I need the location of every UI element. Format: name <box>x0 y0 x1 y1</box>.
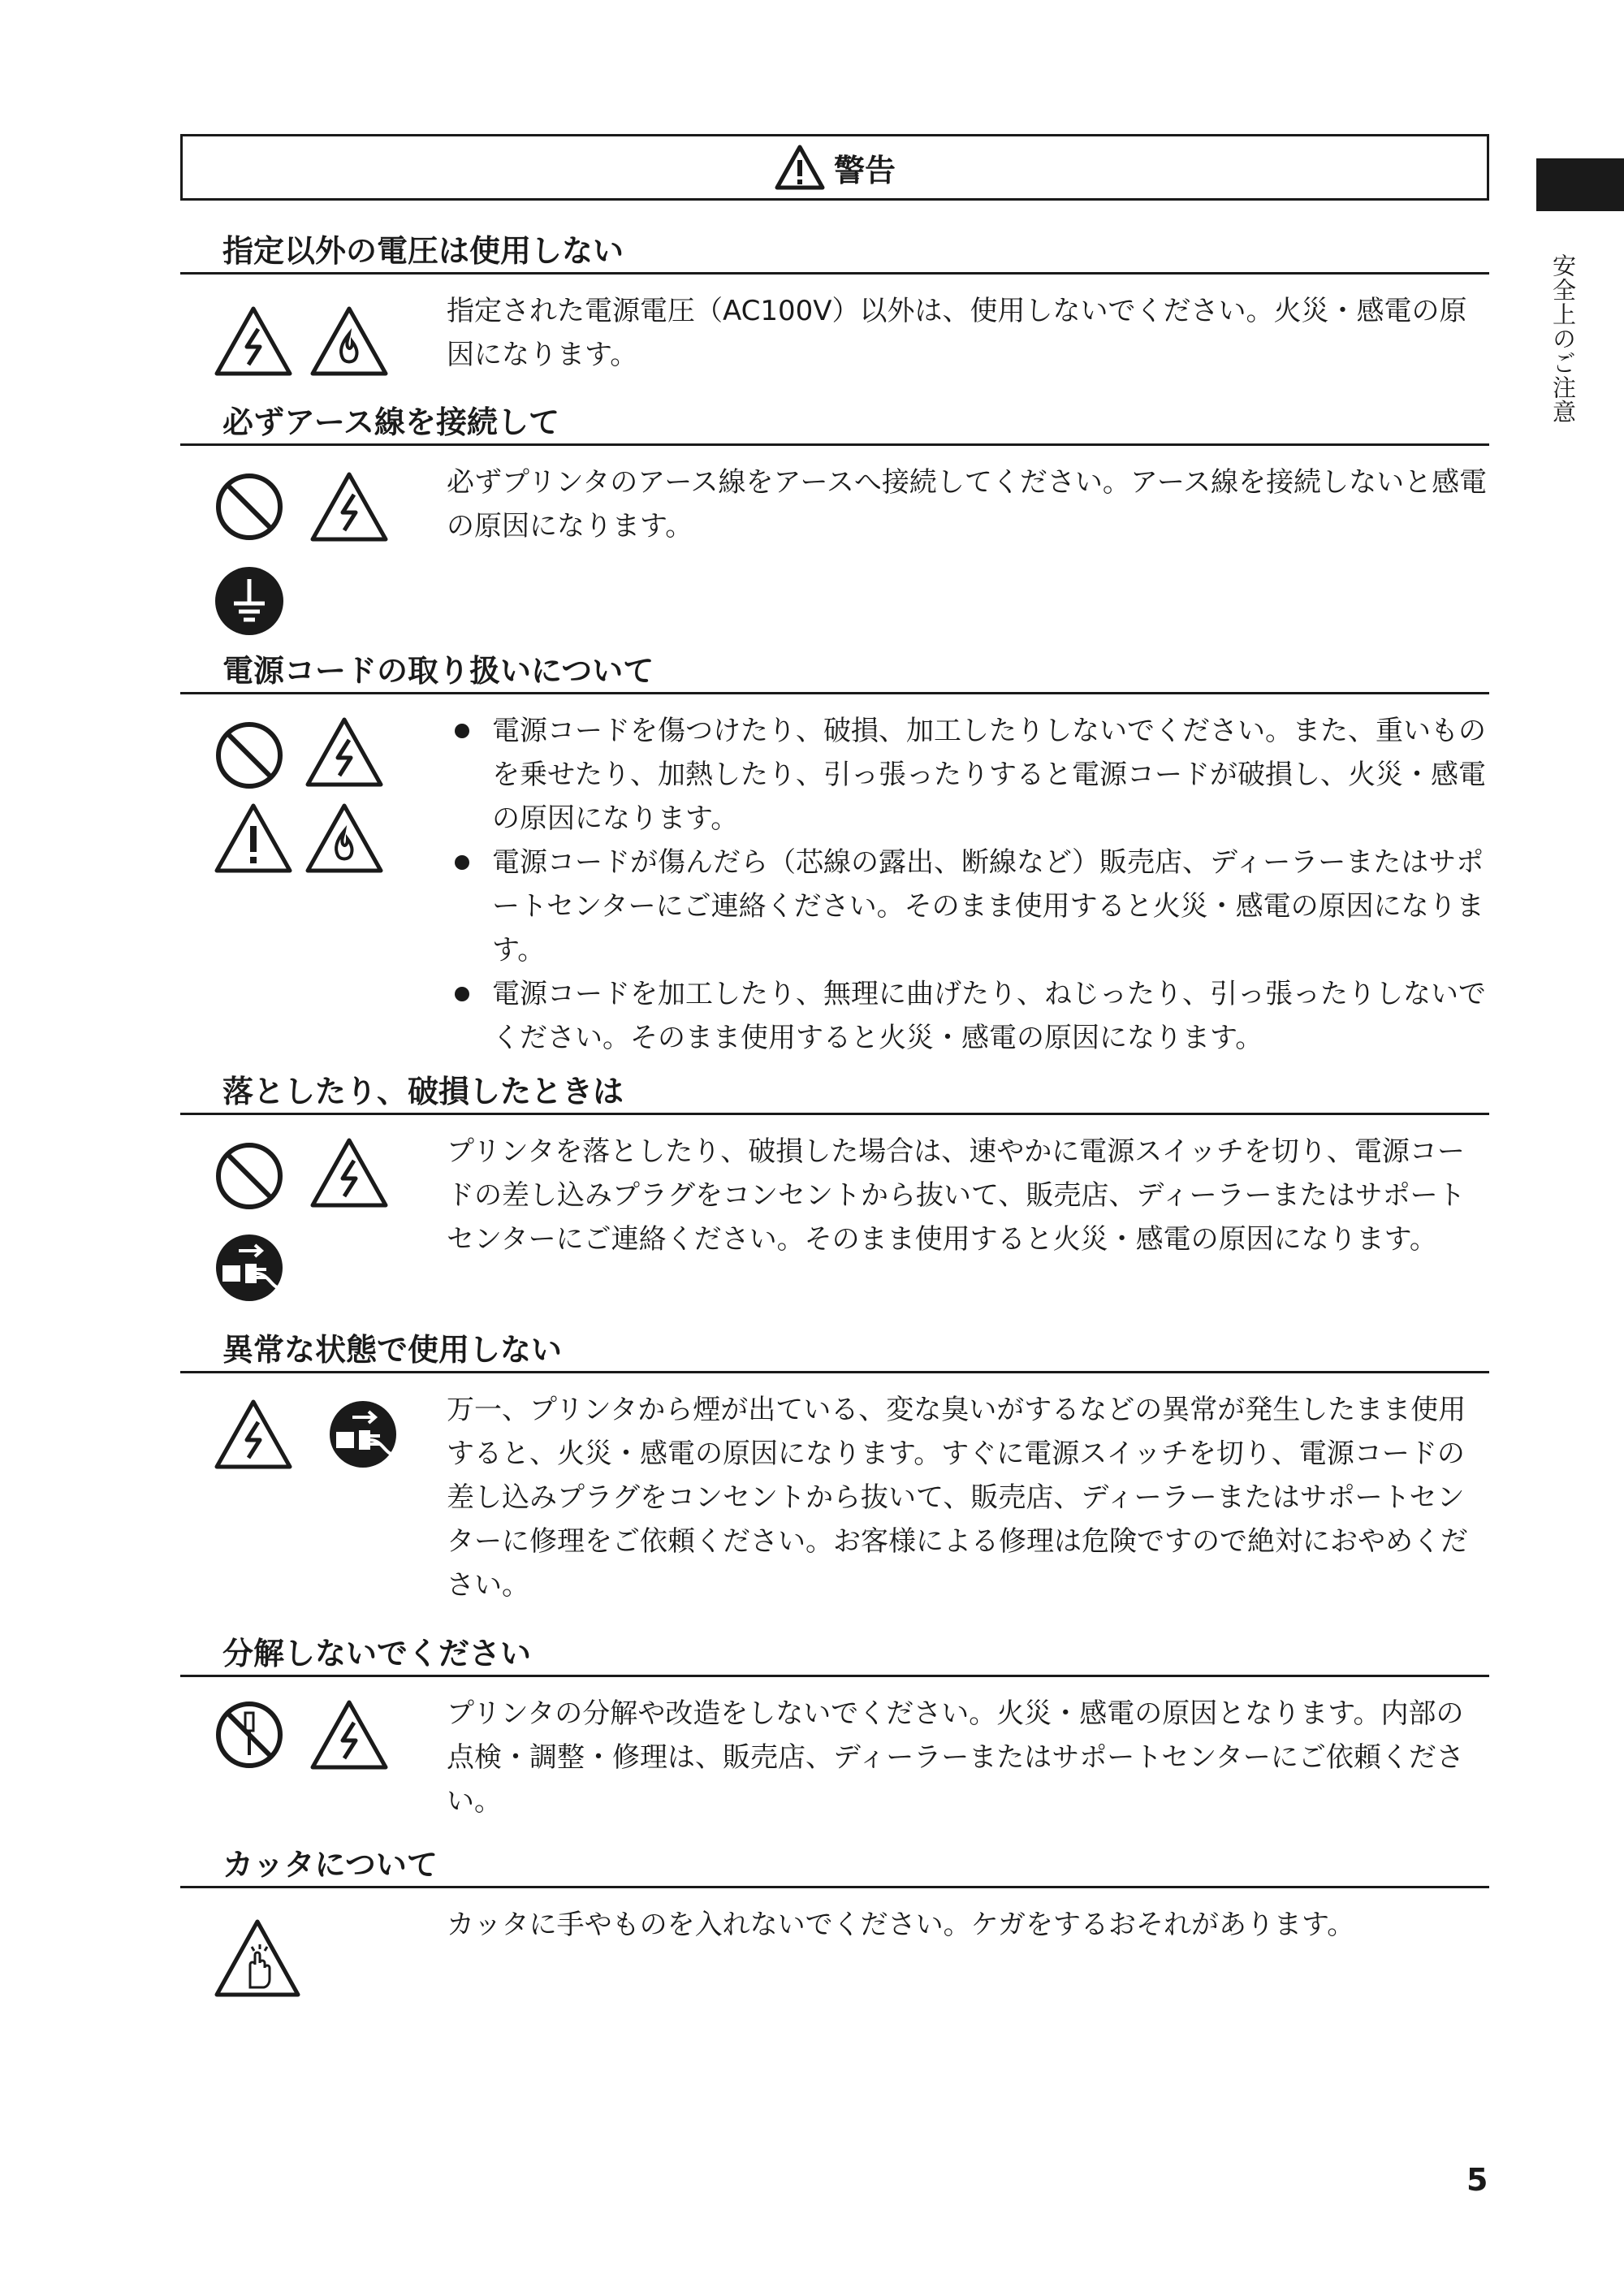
section-no-disassembly <box>180 1632 1489 1818</box>
ground-icon <box>213 564 286 638</box>
cut-hazard-icon <box>213 1918 302 1999</box>
section-paragraph: プリンタを落としたり、破損した場合は、速やかに電源スイッチを切り、電源コードの差し込みプラグをコンセントから抜いて、販売店、ディーラーまたはサポートセンターにご連絡ください。そのまま使用すると火災・感電の原因になります。 <box>447 1135 1466 1256</box>
prohibited-icon <box>213 470 286 543</box>
section-divider <box>180 692 1489 694</box>
section-voltage <box>180 230 1489 371</box>
bullet-list <box>447 709 1489 1060</box>
section-heading: 分解しないでください <box>222 1636 532 1671</box>
section-ground <box>180 401 1489 543</box>
section-text <box>447 1388 1489 1607</box>
section-divider <box>180 272 1489 275</box>
section-divider <box>180 443 1489 446</box>
section-paragraph: 万一、プリンタから煙が出ている、変な臭いがするなどの異常が発生したまま使用すると、火災・感電の原因になります。すぐに電源スイッチを切り、電源コードの差し込みプラグをコンセントから抜いて、販売店、ディーラーまたはサポートセンターに修理をご依頼ください。お客様による修理は危険ですので絶対におやめください。 <box>447 1394 1468 1602</box>
section-heading: 指定以外の電圧は使用しない <box>222 233 624 269</box>
section-text <box>447 289 1489 377</box>
caution-icon <box>213 802 294 875</box>
fire-icon <box>304 802 385 875</box>
chapter-tab-label: 安全上のご注意 <box>1549 253 1577 424</box>
section-dropped-damaged <box>180 1070 1489 1256</box>
electric-shock-icon <box>213 305 294 378</box>
list-item: 電源コードを傷つけたり、破損、加工したりしないでください。また、重いものを乗せたり、加熱したり、引っ張ったりすると電源コードが破損し、火災・感電の原因になります。 <box>447 709 1489 841</box>
prohibited-icon <box>213 719 286 792</box>
section-cutter <box>180 1844 1489 1941</box>
section-text <box>447 709 1489 1060</box>
unplug-icon <box>213 1231 286 1304</box>
unplug-icon <box>326 1398 400 1471</box>
section-power-cord <box>180 650 1489 1054</box>
warning-header <box>180 134 1489 201</box>
electric-shock-icon <box>213 1398 294 1471</box>
electric-shock-icon <box>309 470 390 543</box>
section-abnormal <box>180 1329 1489 1602</box>
list-item: 電源コードが傷んだら（芯線の露出、断線など）販売店、ディーラーまたはサポートセンターにご連絡ください。そのまま使用すると火災・感電の原因になります。 <box>447 841 1489 972</box>
section-text <box>447 1692 1489 1823</box>
section-text <box>447 460 1489 548</box>
electric-shock-icon <box>309 1698 390 1771</box>
electric-shock-icon <box>309 1136 390 1209</box>
section-heading: 必ずアース線を接続して <box>222 404 559 440</box>
chapter-tab-marker <box>1536 158 1624 211</box>
section-divider <box>180 1886 1489 1888</box>
prohibited-icon <box>213 1139 286 1213</box>
section-paragraph: カッタに手やものを入れないでください。ケガをするおそれがあります。 <box>447 1909 1355 1941</box>
section-divider <box>180 1371 1489 1373</box>
section-paragraph: 必ずプリンタのアース線をアースへ接続してください。アース線を接続しないと感電の原因になります。 <box>447 466 1488 543</box>
section-heading: 異常な状態で使用しない <box>222 1332 563 1368</box>
section-paragraph: プリンタの分解や改造をしないでください。火災・感電の原因となります。内部の点検・調整・修理は、販売店、ディーラーまたはサポートセンターにご依頼ください。 <box>447 1697 1464 1818</box>
section-text <box>447 1130 1489 1261</box>
no-disassembly-icon <box>213 1698 286 1771</box>
section-divider <box>180 1675 1489 1677</box>
list-item: 電源コードを加工したり、無理に曲げたり、ねじったり、引っ張ったりしないでください。そのまま使用すると火災・感電の原因になります。 <box>447 972 1489 1060</box>
section-heading: カッタについて <box>222 1847 438 1883</box>
section-heading: 落としたり、破損したときは <box>222 1074 624 1109</box>
section-heading: 電源コードの取り扱いについて <box>222 653 654 689</box>
fire-icon <box>309 305 390 378</box>
section-paragraph: 指定された電源電圧（AC100V）以外は、使用しないでください。火災・感電の原因になります。 <box>447 295 1467 371</box>
warning-triangle-icon <box>774 144 826 191</box>
page-number: 5 <box>1466 2162 1488 2198</box>
section-text <box>447 1903 1489 1947</box>
electric-shock-icon <box>304 716 385 789</box>
section-divider <box>180 1113 1489 1115</box>
warning-title: 警告 <box>833 152 896 188</box>
